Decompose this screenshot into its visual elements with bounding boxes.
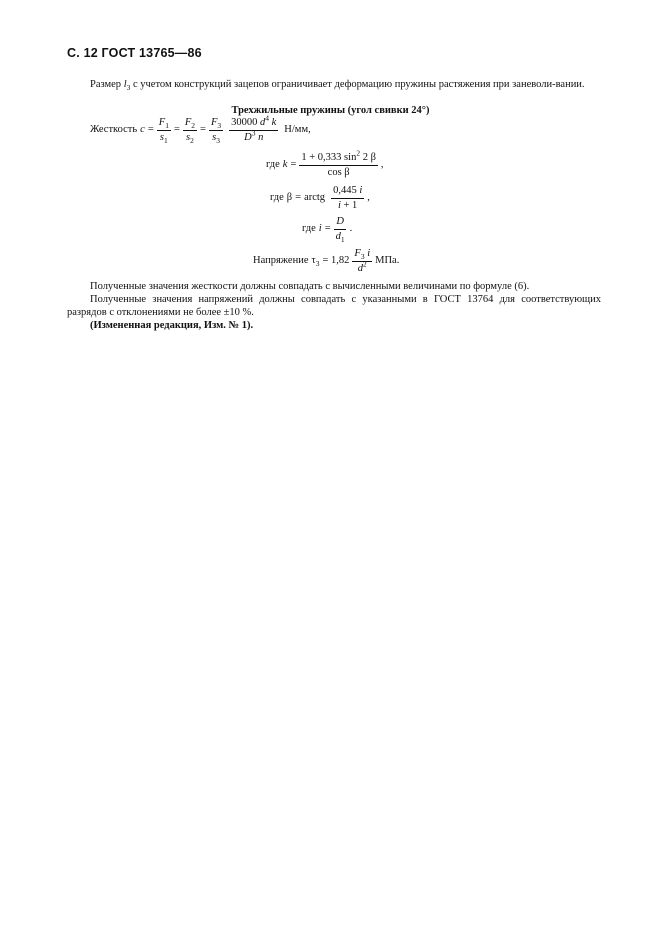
intro-symbol: l [123,79,127,90]
stiffness-unit: Н/мм, [284,124,311,136]
comma: , [367,192,370,204]
index-3: 3 [315,259,320,269]
subheading-text: Трехжильные пружины (угол свивки 24°) [231,105,430,116]
f-symbol: F [184,117,192,128]
big-d-symbol: D [244,131,252,143]
f-symbol: F [354,248,361,259]
stress-label: Напряжение [253,255,309,267]
power-4: 4 [265,113,269,123]
beta-formula [270,185,370,211]
index-2: 2 [190,135,194,145]
s-symbol: s [212,131,217,143]
beta-symbol: β [286,192,293,204]
where-word: где [270,192,284,204]
stress-formula [253,248,399,274]
power-2: 2 [356,148,361,158]
fraction-i [334,216,347,242]
equals-sign: = [290,159,297,171]
index-3: 3 [360,252,365,262]
comma: , [380,159,384,171]
stiffness-label: Жесткость [90,124,138,136]
power-2: 2 [363,259,367,269]
k-symbol: k [282,159,288,171]
n-symbol: n [258,131,264,143]
where-word: где [266,159,280,171]
index-2: 2 [191,121,196,131]
i-symbol: i [337,199,341,211]
d-symbol: d [335,230,341,242]
fraction-main-stiffness [229,113,278,143]
paragraph-stress-check: Полученные значения напряжений должны совпадать с указанными в ГОСТ 13764 для соответствующих разрядов с отклонениями не более ±10 %. [67,294,601,319]
equals-sign: = [200,124,206,136]
k-symbol: k [271,117,277,128]
intro-symbol-subscript: 3 [126,83,131,93]
k-numerator-angle: 2 β [362,152,376,163]
section-subheading [0,104,661,117]
f-symbol: F [210,117,218,128]
index-3: 3 [217,121,222,131]
big-d-symbol: D [334,216,346,230]
coefficient-30000: 30000 [231,117,258,128]
fraction-f1-s1 [157,117,171,143]
stress-unit: МПа. [375,255,400,267]
s-symbol: s [186,131,191,143]
intro-paragraph [67,78,601,91]
paragraph-stiffness-check: Полученные значения жесткости должны совпадать с вычисленными величинами по формуле (6). [90,281,530,292]
amendment-note: (Измененная редакция, Изм. № 1). [90,320,254,331]
equals-sign: = [324,223,331,235]
tau-symbol: τ [311,255,316,267]
i-symbol: i [318,223,322,235]
intro-after: с учетом конструкций зацепов ограничивает деформацию пружины растяжения при заневоли-вании. [130,79,585,90]
equals-sign: = [147,124,154,136]
d-symbol: d [260,117,266,128]
fraction-f3-s3 [209,117,223,143]
fraction-beta [331,185,364,211]
k-formula [266,148,384,178]
where-word: где [302,223,316,235]
plus-one: + 1 [343,199,358,211]
i-symbol: i [367,248,371,259]
period: . [349,223,353,235]
beta-coefficient: 0,445 [333,185,357,196]
intro-before: Размер [90,79,124,90]
k-denominator: cos β [327,166,350,178]
index-1: 1 [340,234,345,244]
equals-sign: = [173,124,180,136]
i-symbol: i [359,185,363,196]
index-1: 1 [164,135,168,145]
k-numerator: 1 + 0,333 sin [301,152,357,163]
i-formula [302,216,352,242]
s-symbol: s [159,131,165,143]
fraction-k [299,148,378,178]
d-symbol: d [357,262,363,274]
page-header: С. 12 ГОСТ 13765—86 [67,46,202,60]
arctg-function: arctg [304,192,326,204]
fraction-f2-s2 [183,117,197,143]
f-symbol: F [158,117,166,128]
index-1: 1 [165,121,169,131]
stiffness-formula [90,113,314,145]
power-3: 3 [251,128,256,138]
stress-coefficient: = 1,82 [322,255,350,267]
equals-sign: = [295,192,302,204]
fraction-stress [352,248,372,274]
index-3: 3 [216,135,220,145]
stiffness-c: c [140,124,145,136]
